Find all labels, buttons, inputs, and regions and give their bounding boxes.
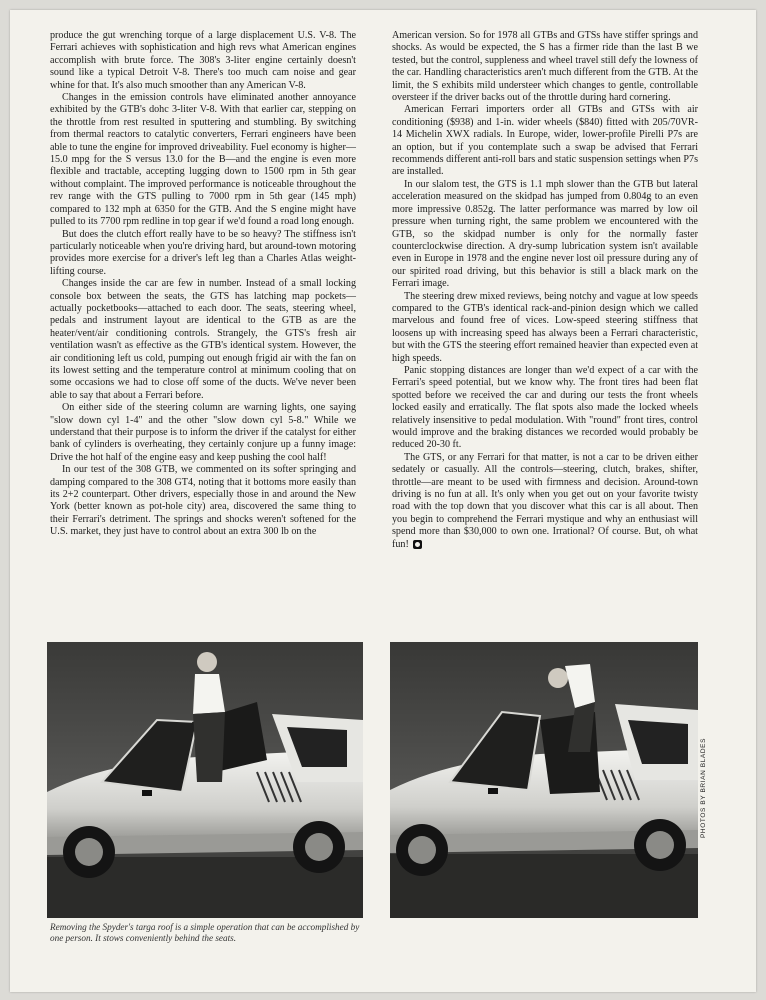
paragraph: Panic stopping distances are longer than we'd expect of a car with the Ferrari's speed potential, but we know why. The front tires had been flat spotted before we received the car and during our tests the front wheels locked easily and erratically. The flat spots also made the locked wheels relatively insensitive to pedal modulation. With "round" front tires, control would improve and the braking distances we recorded would probably be reduced 20-30 ft. (392, 364, 698, 451)
car-photo-illustration (47, 642, 363, 918)
paragraph: Changes inside the car are few in number. Instead of a small locking console box between the seats, the GTS has latching map pockets—actually pocketbooks—attached to each door. The seats, steering wheel, pedals and instrument layout are identical to the GTB as are the heater/vent/air conditioning controls. Strangely, the GTS's fresh air ventilation wasn't as effective as the GTB's identical system. However, the air conditioning left us cold, pumping out enough frigid air with the fan on its lowest setting and the temperature control at minimum cooling that on some occasions we had to close off some of the ducts. We've never been able to say that about a Ferrari before. (50, 278, 356, 401)
paragraph: In our slalom test, the GTS is 1.1 mph slower than the GTB but lateral acceleration measured on the skidpad has jumped from 0.804g to an even more impressive 0.852g. The latter performance was marred by low oil pressure when turning right, the same problem we encountered with the GTB, so the skidpad number is only for the normally faster counterclockwise direction. A dry-sump lubrication system isn't available even in Europe in 1978 and the engine never lost oil pressure during any of our spirited road driving, but this behavior is still a black mark on the Ferrari image. (392, 178, 698, 290)
article-left-column (50, 30, 356, 539)
paragraph: American version. So for 1978 all GTBs and GTSs have stiffer springs and shocks. As would be expected, the S has a firmer ride than the last B we tested, but the control, suppleness and wheel travel still defy the lowness of the car. Handling characteristics aren't much different from the GTB. At the limit, the S exhibits mild understeer which changes to gentle, controllable oversteer if the driver backs out of the throttle during hard cornering. (392, 30, 698, 104)
paragraph-final (392, 452, 698, 551)
paragraph: produce the gut wrenching torque of a large displacement U.S. V-8. The Ferrari achieves with sophistication and high revs what American engines accomplish with brute force. The 308's 3-liter engine certainly doesn't sound like a typical Detroit V-8. There's too much cam noise and gear whine for that. It's also much smoother than any American V-8. (50, 30, 356, 91)
paragraph: In our test of the 308 GTB, we commented on its softer springing and damping compared to the 308 GT4, noting that it bottoms more easily than its 2+2 counterpart. Other drivers, especially those in and around the New York (better known as pot-hole city) area, discovered the same thing to their Ferrari's detriment. The springs and shocks weren't softened for the U.S. market, they just have to control about an extra 300 lb on the (50, 464, 356, 538)
article-right-column (392, 30, 698, 551)
photo-caption: Removing the Spyder's targa roof is a simple operation that can be accomplished by one person. It stows conveniently behind the seats. (50, 922, 360, 943)
paragraph: Changes in the emission controls have eliminated another annoyance exhibited by the GTB's dohc 3-liter V-8. With that earlier car, stepping on the throttle from rest resulted in sputtering and stumbling. By switching from thermal reactors to catalytic converters, Ferrari engineers have been able to tune the engine for improved driveability. Fuel economy is higher—15.0 mpg for the S versus 13.0 for the B—and the engine is even more flexible and tractable, accepting lugging down to 1500 rpm in 5th gear without complaint. The improved performance is noticeable throughout the rev range with the GTS pulling to 7000 rpm in 5th gear (145 mph) compared to 132 mph at 6350 for the GTB. And the S engine might have pulled to its 7700 rpm redline in top gear if we'd found a road long enough. (50, 92, 356, 228)
photo-roof-removal (47, 642, 363, 918)
photo-roof-stowing (390, 642, 698, 918)
paragraph: On either side of the steering column are warning lights, one saying "slow down cyl 1-4" and the other "slow down cyl 5-8." While we understand that their purpose is to inform the driver if the catalyst for either bank of cylinders is overheating, they certainly conjure up a funny image: Drive the hot half of the engine easy and keep pushing the cool half! (50, 402, 356, 463)
paragraph: The steering drew mixed reviews, being notchy and vague at low speeds compared to the GTB's identical rack-and-pinion design which we called marvelous and found free of vices. Low-speed steering stiffness that loosens up with increasing speed has always been a Ferrari characteristic, but with the GTS the steering effort remained heavier than expected even at high speeds. (392, 290, 698, 364)
paragraph: But does the clutch effort really have to be so heavy? The stiffness isn't particularly noticeable when you're driving hard, but around-town motoring provides more exercise for a driver's left leg than a Charles Atlas weight-lifting course. (50, 228, 356, 277)
car-photo-illustration (390, 642, 698, 918)
photo-credit: PHOTOS BY BRIAN BLADES (700, 737, 707, 838)
paragraph-text: The GTS, or any Ferrari for that matter, is not a car to be driven either sedately or casually. All the controls—steering, clutch, brakes, shifter, throttle—are meant to be used with firmness and decision. Around-town driving is no fun at all. It's only when you get out on your favorite twisty road with the top down that you discover what this car is all about. Then you begin to comprehend the Ferrari mystique and why an enthusiast will spend more than $30,000 to own one. Irrational? Of course. But, oh what fun! (392, 451, 698, 550)
paragraph: American Ferrari importers order all GTBs and GTSs with air conditioning ($938) and 1-in. wider wheels ($840) fitted with 205/70VR-14 Michelin XWX radials. In Europe, wider, lower-profile Pirelli P7s are an option, but if you contemplate such a swap be advised that Ferrari recommends different anti-roll bars and static suspension settings when P7s are installed. (392, 104, 698, 178)
end-of-article-icon (413, 540, 422, 549)
